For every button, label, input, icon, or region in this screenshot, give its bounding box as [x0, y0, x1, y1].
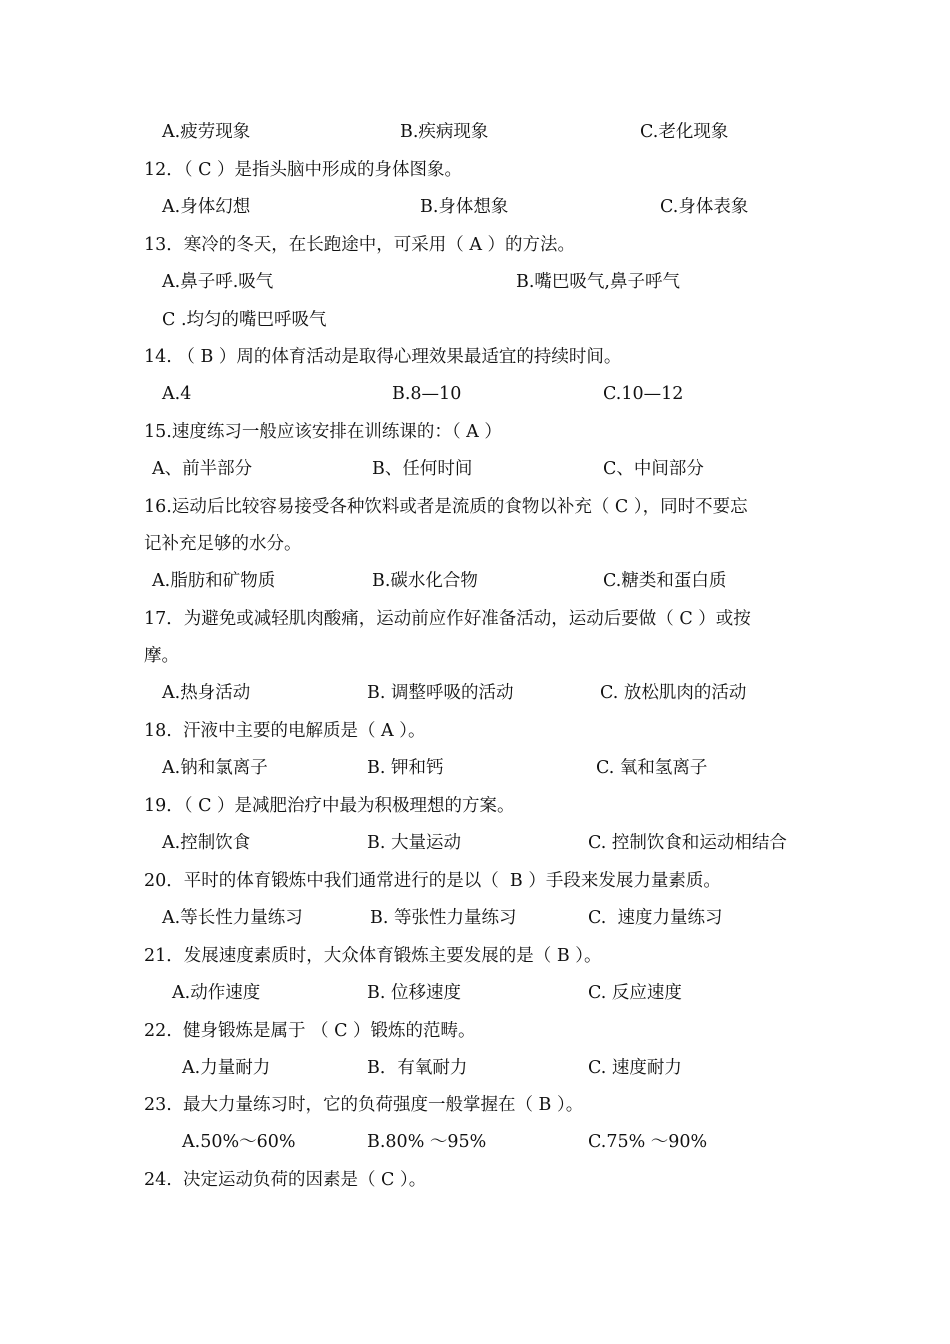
- option-b: B. 调整呼吸的活动: [367, 683, 514, 703]
- option-a: A.控制饮食: [162, 833, 251, 853]
- option-a: A.4: [162, 384, 192, 404]
- question-text: 23. 最大力量练习时，它的负荷强度一般掌握在（ B ）。: [144, 1095, 584, 1115]
- question-text: 16.运动后比较容易接受各种饮料或者是流质的食物以补充（ C ），同时不要忘: [144, 497, 748, 517]
- question-text: 19．（ C ）是减肥治疗中最为积极理想的方案。: [144, 796, 515, 816]
- option-a: A.力量耐力: [182, 1058, 271, 1078]
- option-b: B.疾病现象: [400, 122, 489, 142]
- option-b: B. 等张性力量练习: [370, 908, 517, 928]
- question-text: 13．寒冷的冬天，在长跑途中，可采用（ A ）的方法。: [144, 235, 576, 255]
- option-b: B.身体想象: [420, 197, 509, 217]
- option-a: A.等长性力量练习: [162, 908, 303, 928]
- option-a: A.鼻子呼.吸气: [162, 272, 274, 292]
- option-c: C .均匀的嘴巴呼吸气: [162, 310, 327, 330]
- option-c: C. 控制饮食和运动相结合: [588, 833, 787, 853]
- option-b: B.嘴巴吸气,鼻子呼气: [516, 272, 680, 292]
- option-a: A.钠和氯离子: [162, 758, 268, 778]
- option-a: A.动作速度: [172, 983, 261, 1003]
- option-b: B、任何时间: [372, 459, 473, 479]
- option-c: C. 放松肌肉的活动: [600, 683, 747, 703]
- question-text: 21．发展速度素质时，大众体育锻炼主要发展的是（ B ）。: [144, 946, 602, 966]
- option-a: A.热身活动: [162, 683, 251, 703]
- option-b: B.80% ～95%: [367, 1132, 487, 1152]
- option-b: B. 位移速度: [367, 983, 461, 1003]
- question-text: 20．平时的体育锻炼中我们通常进行的是以（ B ）手段来发展力量素质。: [144, 871, 721, 891]
- option-b: B．有氧耐力: [367, 1058, 468, 1078]
- option-a: A.身体幻想: [162, 197, 251, 217]
- option-c: C.75% ～90%: [588, 1132, 708, 1152]
- option-c: C.10—12: [603, 384, 684, 404]
- option-c: C、中间部分: [603, 459, 704, 479]
- option-c: C. 反应速度: [588, 983, 682, 1003]
- option-b: B.碳水化合物: [372, 571, 478, 591]
- option-c: C. 速度耐力: [588, 1058, 682, 1078]
- question-text: 摩。: [144, 646, 179, 666]
- option-c: C.老化现象: [640, 122, 729, 142]
- option-b: B.8—10: [392, 384, 462, 404]
- question-text: 22. 健身锻炼是属于 （ C ）锻炼的范畴。: [144, 1021, 476, 1041]
- question-text: 17．为避免或减轻肌肉酸痛，运动前应作好准备活动，运动后要做（ C ）或按: [144, 609, 751, 629]
- option-a: A.疲劳现象: [162, 122, 251, 142]
- option-a: A.脂肪和矿物质: [152, 571, 276, 591]
- option-c: C. 氧和氢离子: [596, 758, 708, 778]
- option-b: B. 大量运动: [367, 833, 461, 853]
- option-b: B. 钾和钙: [367, 758, 444, 778]
- option-c: C.身体表象: [660, 197, 749, 217]
- question-text: 记补充足够的水分。: [144, 534, 302, 554]
- option-a: A.50%～60%: [182, 1132, 296, 1152]
- option-a: A、前半部分: [152, 459, 253, 479]
- option-c: C. 速度力量练习: [588, 908, 723, 928]
- question-text: 15.速度练习一般应该安排在训练课的：（ A ）: [144, 422, 502, 442]
- option-c: C.糖类和蛋白质: [603, 571, 727, 591]
- question-text: 24. 决定运动负荷的因素是（ C ）。: [144, 1170, 427, 1190]
- question-text: 12．（ C ）是指头脑中形成的身体图象。: [144, 160, 463, 180]
- question-text: 14. （ B ）周的体育活动是取得心理效果最适宜的持续时间。: [144, 347, 622, 367]
- question-text: 18. 汗液中主要的电解质是（ A ）。: [144, 721, 426, 741]
